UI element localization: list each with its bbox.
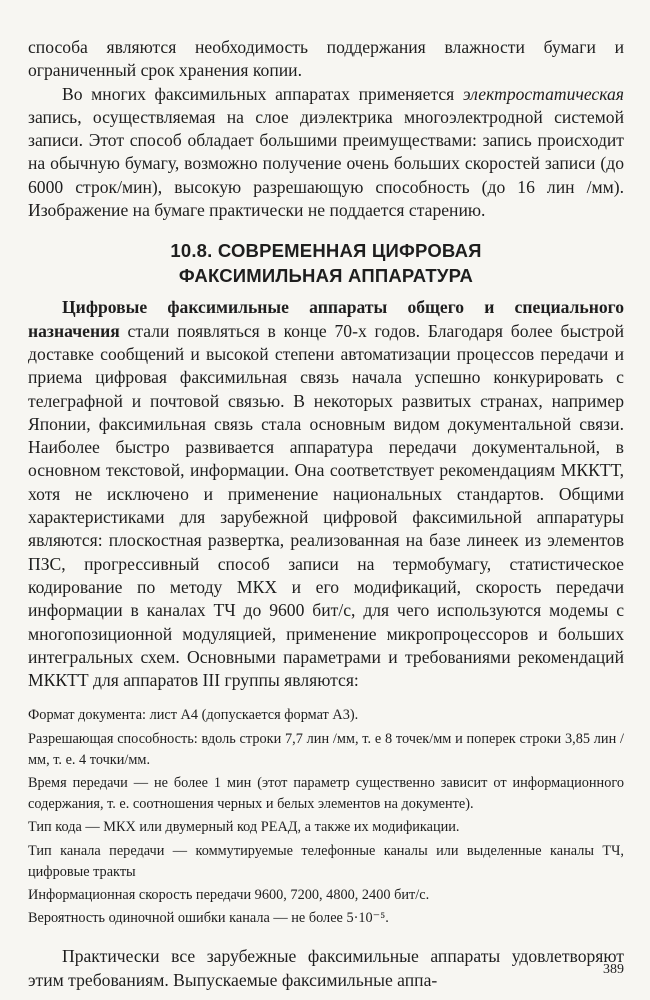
- spec-item-speed: Информационная скорость передачи 9600, 7200, 4800, 2400 бит/с.: [28, 887, 430, 904]
- paragraph-continuation: способа являются необходимость поддержания влажности бумаги и ограниченный срок хранения копии.: [28, 37, 624, 81]
- spec-item-code: Тип кода — МКХ или двумерный код РЕАД, а также их модификации.: [28, 819, 460, 836]
- bold-lead-term: Цифровые факсимильные аппараты общего и специального назначения: [28, 297, 624, 341]
- spec-item-resolution: Разрешающая способность: вдоль строки 7,7 лин /мм, т. е 8 точек/мм и поперек строки 3,85 лин /мм, т. е. 4 точки/мм.: [28, 730, 624, 768]
- paragraph-digital-fax-text: стали появляться в конце 70-х годов. Благодаря более быстрой доставке сообщений и высокой степени автоматизации процессов передачи и приема цифровая факсимильная связь начала успешно конкурировать с телеграфной и почтовой связью. В некоторых развитых странах, например Японии, факсимильная связь стала основным видом документальной связи. Наиболее быстро развивается аппаратура передачи документальной, в основном текстовой, информации. Она соответствует рекомендациям МККТТ, хотя не исключено и применение национальных стандартов. Общими характеристиками для зарубежной цифровой факсимильной аппаратуры являются: плоскостная развертка, реализованная на базе линеек из элементов ПЗС, прогрессивный способ записи на термобумагу, статистическое кодирование по методу МКХ и его модификаций, скорость передачи информации в каналах ТЧ до 9600 бит/с, для чего используются модемы с многопозиционной модуляцией, применение микропроцессоров и больших интегральных схем. Основными параметрами и требованиями рекомендаций МККТТ для аппаратов III группы являются:: [28, 320, 624, 691]
- paragraph-electrostatic-start: Во многих факсимильных аппаратах применяется: [62, 83, 463, 104]
- page-body: [28, 36, 624, 992]
- spec-item-channel: Тип канала передачи — коммутируемые телефонные каналы или выделенные каналы ТЧ, цифровые тракты: [28, 842, 624, 880]
- section-heading-line-1: 10.8. СОВРЕМЕННАЯ ЦИФРОВАЯ: [170, 240, 482, 262]
- spec-list: [28, 705, 624, 929]
- emphasis-electrostatic: электростатическая: [462, 83, 624, 104]
- paragraph-closing: Практически все зарубежные факсимильные аппараты удовлетворяют этим требованиям. Выпускаемые факсимильные аппа-: [28, 946, 624, 990]
- section-heading-line-2: ФАКСИМИЛЬНАЯ АППАРАТУРА: [178, 265, 474, 287]
- spec-item-time: Время передачи — не более 1 мин (этот параметр существенно зависит от информационного содержания, т. е. соотношения черных и белых элементов на документе).: [28, 775, 624, 813]
- spec-item-format: Формат документа: лист А4 (допускается формат А3).: [28, 707, 359, 724]
- section-heading: [28, 238, 624, 288]
- spec-item-error: Вероятность одиночной ошибки канала — не более 5·10⁻⁵.: [28, 910, 389, 927]
- paragraph-electrostatic: [28, 83, 624, 223]
- paragraph-electrostatic-end: запись, осуществляемая на слое диэлектрика многоэлектродной системой записи. Этот способ обладает большими преимуществами: запись происходит на обычную бумагу, возможно получение очень больших скоростей записи (до 6000 строк/мин), высокую разрешающую способность (до 16 лин /мм). Изображение на бумаге практически не поддается старению.: [28, 106, 624, 221]
- page-number: 389: [603, 962, 624, 977]
- paragraph-digital-fax: [28, 296, 624, 692]
